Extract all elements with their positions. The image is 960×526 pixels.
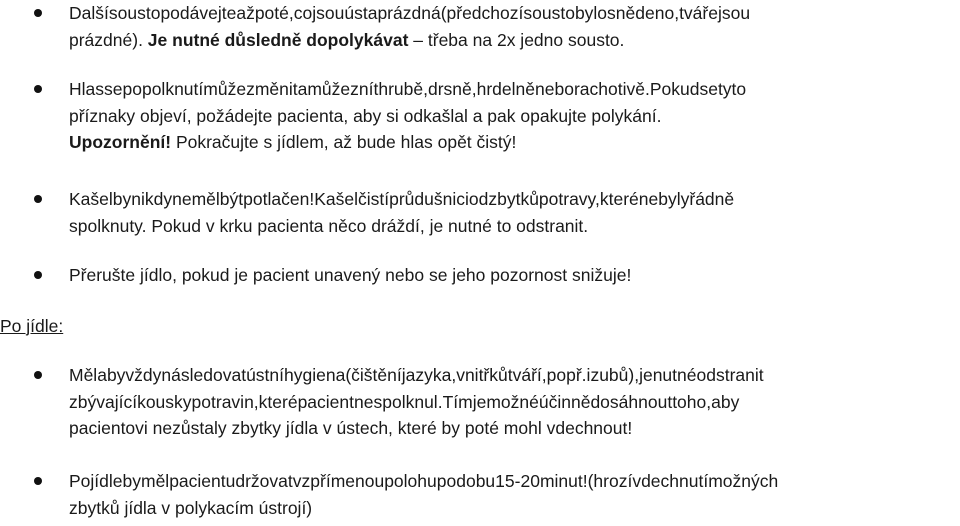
list-item-text <box>69 76 959 156</box>
text-word: kousky <box>137 391 192 412</box>
text-word: vždy <box>125 365 162 385</box>
text-word: minut! <box>539 471 588 491</box>
text-word: by <box>122 471 141 491</box>
text-word: odstranit <box>696 365 764 385</box>
text-word: možné <box>486 391 539 412</box>
text-word: bylo <box>574 3 608 23</box>
text-word: nespolknul. <box>354 391 443 412</box>
text-word: prázdná <box>377 3 441 23</box>
text-word: dosáhnout <box>590 391 673 412</box>
text-word: nikdy <box>131 189 173 209</box>
text-line <box>69 362 959 389</box>
text-word: polohu <box>384 471 437 491</box>
text-line <box>69 103 959 130</box>
text-word: možných <box>708 471 779 491</box>
text-run: zbytků jídla v polykacím ústrojí) <box>69 497 313 518</box>
text-line <box>69 415 959 442</box>
text-word: po <box>436 471 457 491</box>
text-run: pacientovi nezůstaly zbytky jídla v ústech, které by poté mohl vdechnout! <box>69 418 633 438</box>
text-word: ústa <box>344 3 378 23</box>
text-word: aby <box>711 391 740 412</box>
text-word: sousto <box>108 3 161 23</box>
emphasis-text: Upozornění! <box>69 132 172 152</box>
text-word: které <box>599 189 639 209</box>
text-word: (hrozí <box>587 471 633 491</box>
text-word: potlačen! <box>243 189 315 209</box>
text-word: sousto <box>523 3 575 23</box>
text-word: tváří, <box>507 365 547 385</box>
bullet-icon <box>34 9 42 17</box>
text-run: příznaky objeví, požádejte pacienta, aby si odkašlal a pak opakujte polykání. <box>69 105 662 126</box>
text-line <box>69 129 959 156</box>
text-word: ústní <box>246 365 285 385</box>
bullet-icon <box>34 371 42 379</box>
text-word: jídle <box>90 471 123 491</box>
text-word: (čištění <box>345 365 402 385</box>
text-line <box>69 495 959 522</box>
text-word: zbývající <box>69 391 138 412</box>
list-item-text <box>69 468 959 521</box>
text-word: co <box>293 3 313 23</box>
text-word: nebo <box>535 79 574 99</box>
text-word: je <box>639 365 653 385</box>
text-word: potravin, <box>191 391 259 412</box>
text-word: jazyka, <box>401 365 457 385</box>
text-word: tyto <box>717 79 747 99</box>
text-word: následovat <box>161 365 247 385</box>
bullet-icon <box>34 271 42 279</box>
text-word: udržovat <box>225 471 293 491</box>
text-word: Pokud <box>649 79 700 99</box>
text-run: Přerušte jídlo, pokud je pacient unavený nebo se jeho pozornost snižuje! <box>69 265 632 285</box>
text-word: rachotivě. <box>573 79 650 99</box>
text-word: znít <box>350 79 379 99</box>
text-line <box>69 0 959 27</box>
text-word: neměl <box>172 189 220 209</box>
text-run: – třeba na 2x jedno sousto. <box>408 29 625 50</box>
bullet-icon <box>34 85 42 93</box>
bullet-icon <box>34 477 42 485</box>
text-word: podávejte <box>160 3 237 23</box>
text-word: může <box>307 79 351 99</box>
text-run: spolknuty. Pokud v krku pacienta něco dráždí, je nutné to odstranit. <box>69 215 589 236</box>
text-word: řádně <box>689 189 735 209</box>
text-word: čistí <box>357 189 390 209</box>
text-word: je <box>472 391 487 412</box>
text-word: popř. <box>546 365 587 385</box>
text-word: tváře <box>679 3 718 23</box>
text-word: vdechnutí <box>632 471 709 491</box>
text-word: hygiena <box>284 365 346 385</box>
text-line <box>69 468 959 495</box>
text-word: až <box>236 3 255 23</box>
list-item-text <box>69 262 959 289</box>
text-word: účinně <box>538 391 591 412</box>
text-line <box>69 186 959 213</box>
text-word: zubů), <box>590 365 640 385</box>
text-word: vzpřímenou <box>292 471 385 491</box>
text-word: změnit <box>246 79 298 99</box>
text-word: po <box>122 79 142 99</box>
text-line <box>69 27 959 54</box>
emphasis-text: Je nutné důsledně dopolykávat <box>147 29 409 50</box>
section-heading: Po jídle: <box>0 316 64 336</box>
text-word: které <box>258 391 298 412</box>
text-line <box>69 262 959 289</box>
bullet-icon <box>34 195 42 203</box>
text-word: vnitřků <box>456 365 508 385</box>
text-word: drsně, <box>427 79 477 99</box>
text-run: prázdné). <box>69 29 148 50</box>
text-word: se <box>699 79 718 99</box>
text-word: od <box>468 189 489 209</box>
text-word: polknutí <box>141 79 204 99</box>
text-word: se <box>104 79 123 99</box>
text-word: (předchozí <box>440 3 524 23</box>
text-line <box>69 213 959 240</box>
text-line <box>69 76 959 103</box>
text-word: potravy, <box>538 189 600 209</box>
text-word: pacient <box>297 391 355 412</box>
text-word: Kašel <box>69 189 113 209</box>
text-word: toho, <box>672 391 712 412</box>
text-word: by <box>112 189 132 209</box>
text-word: nutné <box>652 365 697 385</box>
text-word: Měla <box>69 365 107 385</box>
text-word: jsou <box>717 3 751 23</box>
text-word: měl <box>141 471 170 491</box>
text-word: Kašel <box>314 189 358 209</box>
text-word: by <box>106 365 126 385</box>
text-word: zbytků <box>488 189 539 209</box>
text-word: 15-20 <box>495 471 540 491</box>
text-word: Po <box>69 471 91 491</box>
text-word: dobu <box>456 471 496 491</box>
text-word: průdušnici <box>389 189 469 209</box>
text-word: Hlas <box>69 79 105 99</box>
text-word: Tím <box>442 391 473 412</box>
list-item-text <box>69 362 959 442</box>
text-word: Další <box>69 3 109 23</box>
text-word: může <box>203 79 247 99</box>
list-item-text <box>69 186 959 239</box>
text-line <box>69 389 959 416</box>
text-word: i <box>586 365 591 385</box>
text-word: hrubě, <box>378 79 428 99</box>
text-word: nebyly <box>638 189 690 209</box>
list-item-text <box>69 0 959 53</box>
text-word: snědeno, <box>607 3 680 23</box>
text-word: pacient <box>169 471 226 491</box>
text-word: být <box>219 189 244 209</box>
text-word: hrdelně <box>476 79 536 99</box>
text-run: Pokračujte s jídlem, až bude hlas opět čistý! <box>171 132 517 152</box>
text-word: a <box>297 79 308 99</box>
text-word: poté, <box>254 3 294 23</box>
text-word: jsou <box>312 3 345 23</box>
